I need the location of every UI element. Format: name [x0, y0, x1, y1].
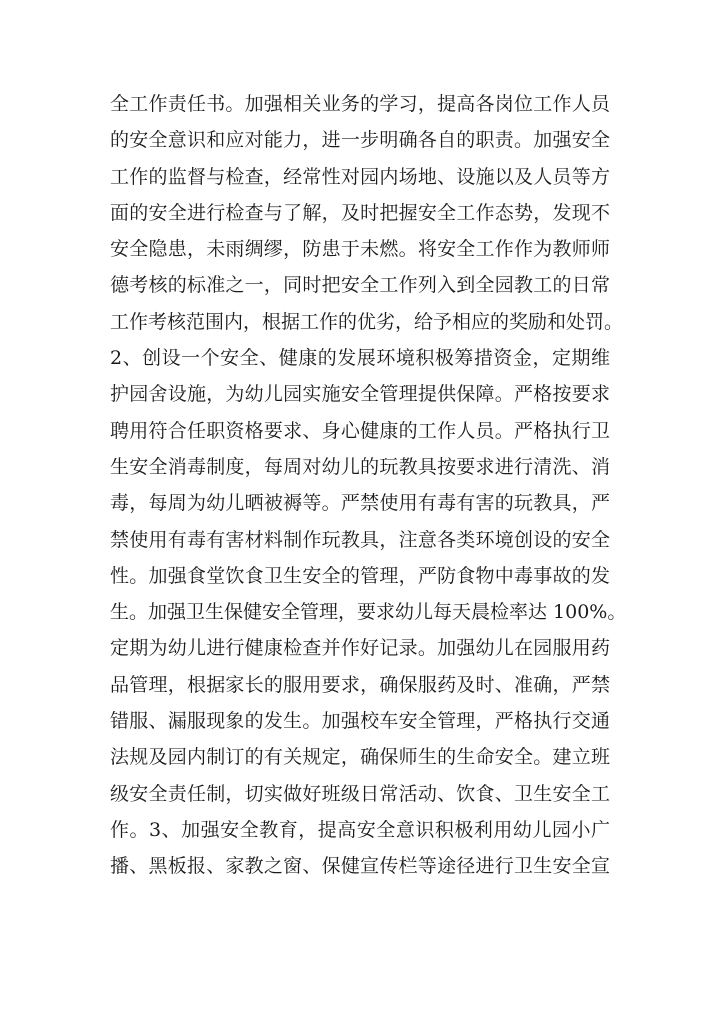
text-line: 法规及园内制订的有关规定，确保师生的生命安全。建立班 — [110, 746, 610, 769]
text-line: 工作考核范围内，根据工作的优劣，给予相应的奖励和处罚。 — [110, 310, 624, 333]
text-line: 作。3、加强安全教育，提高安全意识积极利用幼儿园小广 — [110, 818, 610, 841]
text-line: 聘用符合任职资格要求、身心健康的工作人员。严格执行卫 — [110, 419, 610, 442]
body-text — [110, 86, 627, 885]
text-line: 定期为幼儿进行健康检查并作好记录。加强幼儿在园服用药 — [110, 637, 610, 660]
text-line: 2、创设一个安全、健康的发展环境积极筹措资金，定期维 — [110, 347, 610, 370]
text-line: 性。加强食堂饮食卫生安全的管理，严防食物中毒事故的发 — [110, 564, 610, 587]
text-line: 级安全责任制，切实做好班级日常活动、饮食、卫生安全工 — [110, 782, 610, 805]
text-line: 生安全消毒制度，每周对幼儿的玩教具按要求进行清洗、消 — [110, 455, 610, 478]
text-line: 德考核的标准之一，同时把安全工作列入到全园教工的日常 — [110, 274, 610, 297]
text-line: 播、黑板报、家教之窗、保健宣传栏等途径进行卫生安全宣 — [110, 855, 610, 878]
text-line: 品管理，根据家长的服用要求，确保服药及时、准确，严禁 — [110, 673, 610, 696]
text-line: 的安全意识和应对能力，进一步明确各自的职责。加强安全 — [110, 129, 610, 152]
text-line: 安全隐患，未雨绸缪，防患于未燃。将安全工作作为教师师 — [110, 238, 610, 261]
text-line: 护园舍设施，为幼儿园实施安全管理提供保障。严格按要求 — [110, 383, 610, 406]
text-line: 全工作责任书。加强相关业务的学习，提高各岗位工作人员 — [110, 93, 610, 115]
text-line: 错服、漏服现象的发生。加强校车安全管理，严格执行交通 — [110, 710, 610, 733]
text-line: 生。加强卫生保健安全管理，要求幼儿每天晨检率达 100%。 — [110, 601, 627, 624]
text-line: 禁使用有毒有害材料制作玩教具，注意各类环境创设的安全 — [110, 528, 610, 551]
text-line: 面的安全进行检查与了解，及时把握安全工作态势，发现不 — [110, 201, 610, 224]
text-line: 工作的监督与检查，经常性对园内场地、设施以及人员等方 — [110, 165, 610, 188]
text-line: 毒，每周为幼儿晒被褥等。严禁使用有毒有害的玩教具，严 — [110, 492, 610, 515]
